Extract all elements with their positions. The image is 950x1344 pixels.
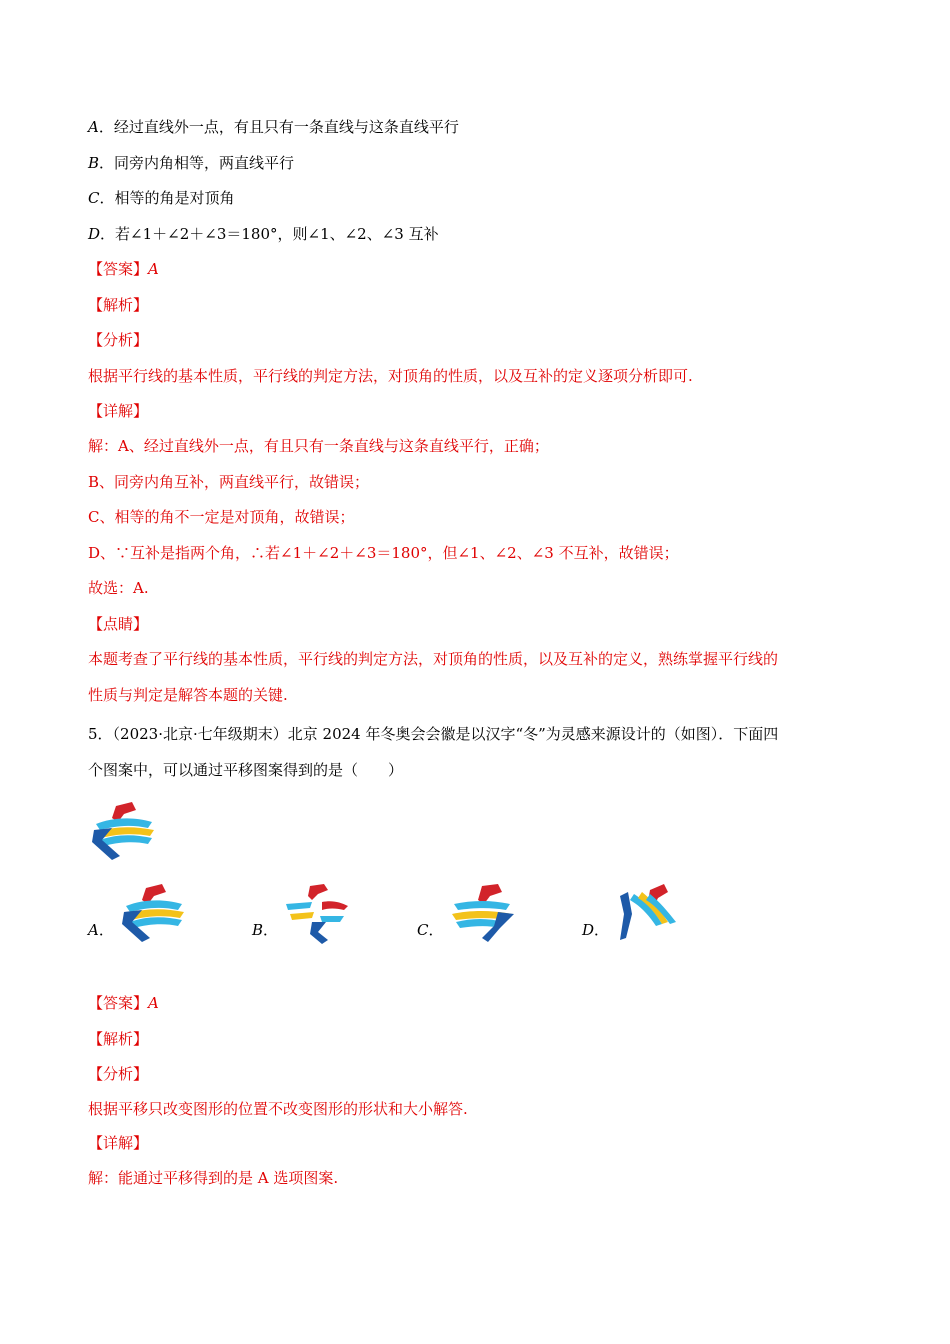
q5-option-d-label: D． xyxy=(582,921,610,939)
q4-analysis-label: 【解析】 xyxy=(88,296,149,314)
q4-detail-line-4: D、∵互补是指两个角，∴若∠1＋∠2＋∠3＝180°，但∠1、∠2、∠3 不互补，故错误； xyxy=(88,544,679,562)
q4-detail-line-5: 故选：A. xyxy=(88,579,149,597)
q4-option-a: A．经过直线外一点，有且只有一条直线与这条直线平行 xyxy=(88,118,459,136)
option-c-emblem xyxy=(448,882,522,946)
q4-detail-line-3: C、相等的角不一定是对顶角，故错误； xyxy=(88,508,355,526)
q4-option-c: C．相等的角是对顶角 xyxy=(88,189,235,207)
q5-stem-line-1: 5．（2023·北京·七年级期末）北京 2024 年冬奥会会徽是以汉字“冬”为灵感来源设计的（如图）．下面四 xyxy=(88,725,779,743)
q5-detail-label: 【详解】 xyxy=(88,1134,149,1152)
q4-comment-label: 【点睛】 xyxy=(88,615,149,633)
q5-option-c-label: C． xyxy=(417,921,444,939)
option-d-emblem xyxy=(614,880,682,946)
q4-detail-label: 【详解】 xyxy=(88,402,149,420)
q4-detail-line-2: B、同旁内角互补，两直线平行，故错误； xyxy=(88,473,370,491)
q4-fenxi-text: 根据平行线的基本性质，平行线的判定方法，对顶角的性质，以及互补的定义逐项分析即可. xyxy=(88,367,693,385)
option-a-emblem xyxy=(116,882,190,946)
q4-answer: 【答案】A xyxy=(88,260,159,278)
q4-fenxi-label: 【分析】 xyxy=(88,331,149,349)
q5-option-a-label: A． xyxy=(88,921,114,939)
q5-option-b-label: B． xyxy=(252,921,279,939)
q4-comment-line-2: 性质与判定是解答本题的关键. xyxy=(88,686,288,704)
q4-comment-line-1: 本题考查了平行线的基本性质，平行线的判定方法，对顶角的性质，以及互补的定义，熟练掌握平行线的 xyxy=(88,650,779,668)
q5-fenxi-text: 根据平移只改变图形的位置不改变图形的形状和大小解答. xyxy=(88,1100,468,1118)
winter-olympics-emblem-reference xyxy=(86,800,160,864)
q5-answer: 【答案】A xyxy=(88,994,159,1012)
q5-detail-text: 解：能通过平移得到的是 A 选项图案. xyxy=(88,1169,339,1187)
q5-analysis-label: 【解析】 xyxy=(88,1030,149,1048)
q5-fenxi-label: 【分析】 xyxy=(88,1065,149,1083)
q5-stem-line-2: 个图案中，可以通过平移图案得到的是（ ） xyxy=(88,761,404,779)
q4-option-b: B．同旁内角相等，两直线平行 xyxy=(88,154,295,172)
q4-detail-line-1: 解：A、经过直线外一点，有且只有一条直线与这条直线平行，正确； xyxy=(88,437,549,455)
q4-option-d: D．若∠1＋∠2＋∠3＝180°，则∠1、∠2、∠3 互补 xyxy=(88,225,439,243)
option-b-emblem xyxy=(282,882,356,946)
